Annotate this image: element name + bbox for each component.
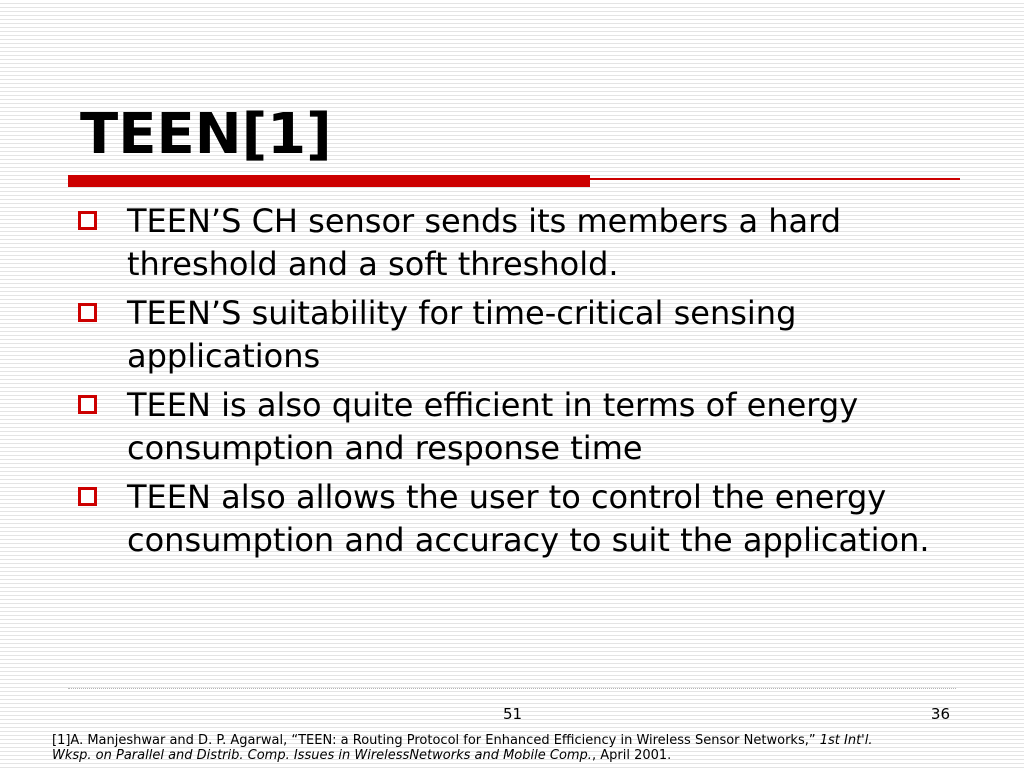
footer-divider xyxy=(68,688,956,689)
bullet-item xyxy=(76,200,956,286)
title-underline-thick xyxy=(68,175,590,187)
bullet-item xyxy=(76,292,956,378)
bullet-text: TEEN’S CH sensor sends its members a hard threshold and a soft threshold. xyxy=(127,202,842,283)
footer-page-number-center: 51 xyxy=(502,705,523,723)
hollow-square-bullet-icon xyxy=(78,303,97,322)
hollow-square-bullet-icon xyxy=(78,487,97,506)
bullet-list xyxy=(76,200,956,568)
bullet-item xyxy=(76,384,956,470)
reference-venue: Wksp. on Parallel and Distrib. Comp. Issues in WirelessNetworks and Mobile Comp. xyxy=(52,748,592,763)
reference-line-1 xyxy=(52,733,982,748)
bullet-text: TEEN also allows the user to control the energy consumption and accuracy to suit the application. xyxy=(127,478,930,559)
reference-date: , April 2001. xyxy=(591,748,672,763)
footer-page-number-right: 36 xyxy=(930,705,950,723)
slide-title: TEEN[1] xyxy=(80,102,332,167)
reference-venue-start: 1st Int'l. xyxy=(819,733,873,748)
reference-citation xyxy=(52,733,982,763)
bullet-text: TEEN’S suitability for time-critical sensing applications xyxy=(127,294,797,375)
reference-line-2 xyxy=(52,748,982,763)
hollow-square-bullet-icon xyxy=(78,395,97,414)
reference-authors-title: [1]A. Manjeshwar and D. P. Agarwal, “TEEN: a Routing Protocol for Enhanced Efficiency in Wireless Sensor Networks,” xyxy=(52,733,820,748)
title-underline-thin xyxy=(590,178,960,180)
hollow-square-bullet-icon xyxy=(78,211,97,230)
bullet-text: TEEN is also quite efficient in terms of energy consumption and response time xyxy=(127,386,859,467)
bullet-item xyxy=(76,476,956,562)
